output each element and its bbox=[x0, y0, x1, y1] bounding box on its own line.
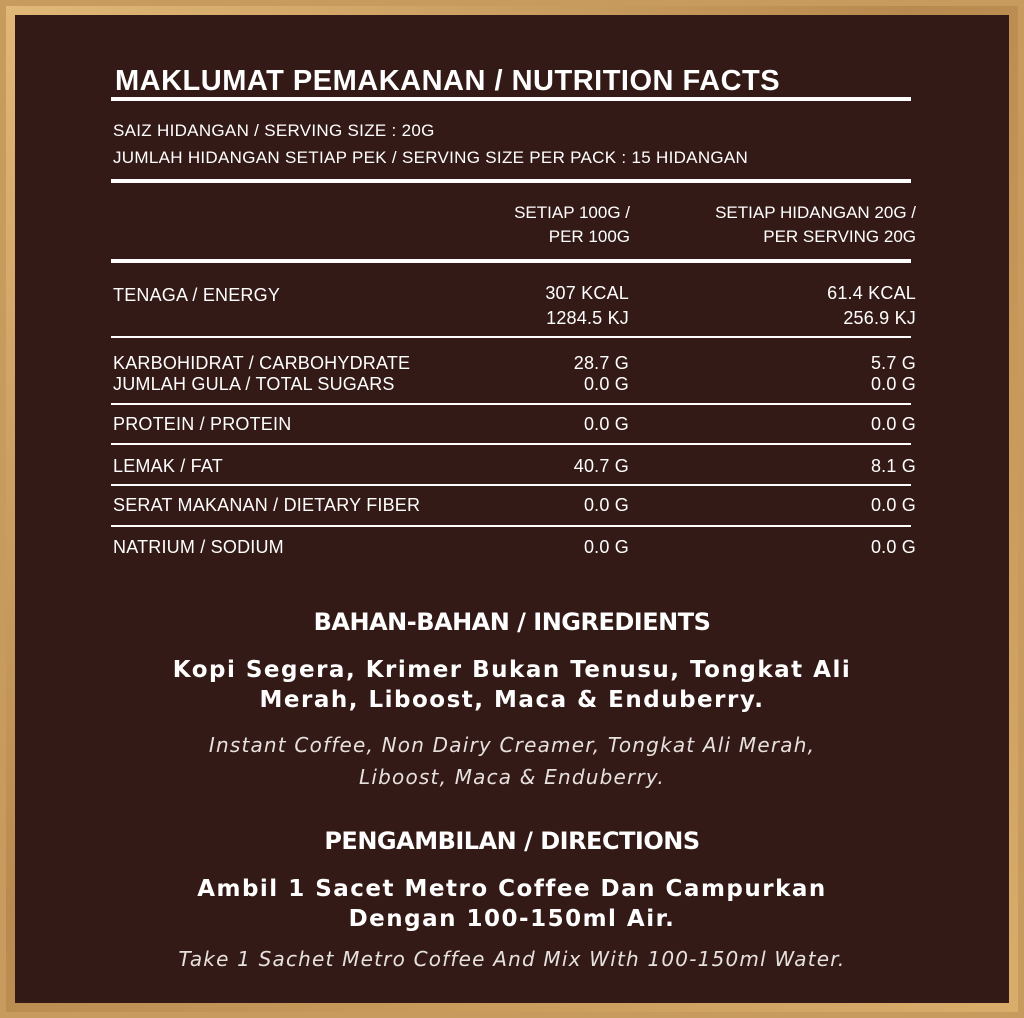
energy-kcal-per-100g: 307 KCAL bbox=[545, 283, 629, 303]
nutrition-facts-title: MAKLUMAT PEMAKANAN / NUTRITION FACTS bbox=[115, 65, 781, 97]
sodium-per-100g: 0.0 G bbox=[583, 537, 629, 557]
column-header-per-serving-line1: SETIAP HIDANGAN 20G / bbox=[715, 203, 916, 222]
column-header-per-100g bbox=[514, 201, 630, 249]
fat-per-100g: 40.7 G bbox=[573, 456, 629, 476]
row-divider bbox=[111, 525, 911, 527]
column-header-per-100g-line1: SETIAP 100G / bbox=[514, 203, 630, 222]
sodium-per-serving: 0.0 G bbox=[870, 537, 916, 557]
row-divider bbox=[111, 443, 911, 445]
energy-kj-per-100g: 1284.5 KJ bbox=[546, 308, 629, 328]
protein-per-serving: 0.0 G bbox=[870, 414, 916, 434]
directions-malay bbox=[112, 874, 912, 934]
energy-kj-per-serving: 256.9 KJ bbox=[843, 308, 916, 328]
column-header-per-serving bbox=[715, 201, 916, 249]
nutrient-row-sodium bbox=[113, 537, 916, 559]
row-divider bbox=[111, 336, 911, 338]
fiber-per-serving: 0.0 G bbox=[870, 495, 916, 515]
directions-english: Take 1 Sachet Metro Coffee And Mix With 100-150ml Water. bbox=[178, 947, 846, 971]
energy-kcal-per-serving: 61.4 KCAL bbox=[827, 283, 916, 303]
ingredients-english-line1: Instant Coffee, Non Dairy Creamer, Tongkat Ali Merah, bbox=[208, 733, 816, 757]
ingredients-heading: BAHAN-BAHAN / INGREDIENTS bbox=[313, 608, 711, 636]
nutrient-label-fiber: SERAT MAKANAN / DIETARY FIBER bbox=[113, 495, 421, 515]
servings-per-pack-text: JUMLAH HIDANGAN SETIAP PEK / SERVING SIZE PER PACK : 15 HIDANGAN bbox=[113, 148, 749, 167]
sugars-per-100g: 0.0 G bbox=[583, 374, 629, 394]
title-divider bbox=[111, 97, 911, 101]
row-divider bbox=[111, 484, 911, 486]
sugars-per-serving: 0.0 G bbox=[870, 374, 916, 394]
serving-divider bbox=[111, 179, 911, 183]
ingredients-malay-line2: Merah, Liboost, Maca & Enduberry. bbox=[259, 687, 765, 713]
label-panel bbox=[15, 15, 1009, 1003]
fat-per-serving: 8.1 G bbox=[870, 456, 916, 476]
nutrient-label-protein: PROTEIN / PROTEIN bbox=[113, 414, 292, 434]
header-divider bbox=[111, 259, 911, 263]
nutrient-label-fat: LEMAK / FAT bbox=[113, 456, 223, 476]
directions-malay-line1: Ambil 1 Sacet Metro Coffee Dan Campurkan bbox=[197, 876, 827, 902]
fiber-per-100g: 0.0 G bbox=[583, 495, 629, 515]
protein-per-100g: 0.0 G bbox=[583, 414, 629, 434]
directions-malay-line2: Dengan 100-150ml Air. bbox=[348, 906, 676, 932]
nutrient-row-fiber bbox=[113, 495, 916, 517]
directions-heading: PENGAMBILAN / DIRECTIONS bbox=[324, 827, 700, 855]
gold-border-frame bbox=[6, 6, 1018, 1012]
nutrient-label-energy: TENAGA / ENERGY bbox=[113, 285, 281, 305]
carbohydrate-per-serving: 5.7 G bbox=[870, 353, 916, 373]
serving-size-text: SAIZ HIDANGAN / SERVING SIZE : 20G bbox=[113, 121, 435, 140]
nutrient-row-sugars bbox=[113, 374, 916, 396]
ingredients-english bbox=[112, 729, 912, 793]
ingredients-malay-line1: Kopi Segera, Krimer Bukan Tenusu, Tongkat Ali bbox=[172, 657, 852, 683]
column-header-per-100g-line2: PER 100G bbox=[548, 227, 630, 246]
carbohydrate-per-100g: 28.7 G bbox=[573, 353, 629, 373]
nutrient-label-sugars: JUMLAH GULA / TOTAL SUGARS bbox=[113, 374, 395, 394]
row-divider bbox=[111, 403, 911, 405]
nutrient-row-fat bbox=[113, 456, 916, 478]
nutrient-row-protein bbox=[113, 414, 916, 436]
ingredients-english-line2: Liboost, Maca & Enduberry. bbox=[359, 765, 665, 789]
ingredients-malay bbox=[112, 655, 912, 715]
column-header-per-serving-line2: PER SERVING 20G bbox=[763, 227, 916, 246]
nutrient-label-carbohydrate: KARBOHIDRAT / CARBOHYDRATE bbox=[113, 353, 411, 373]
nutrient-row-carbohydrate bbox=[113, 353, 916, 375]
nutrient-row-energy bbox=[113, 283, 916, 333]
nutrient-label-sodium: NATRIUM / SODIUM bbox=[113, 537, 284, 557]
